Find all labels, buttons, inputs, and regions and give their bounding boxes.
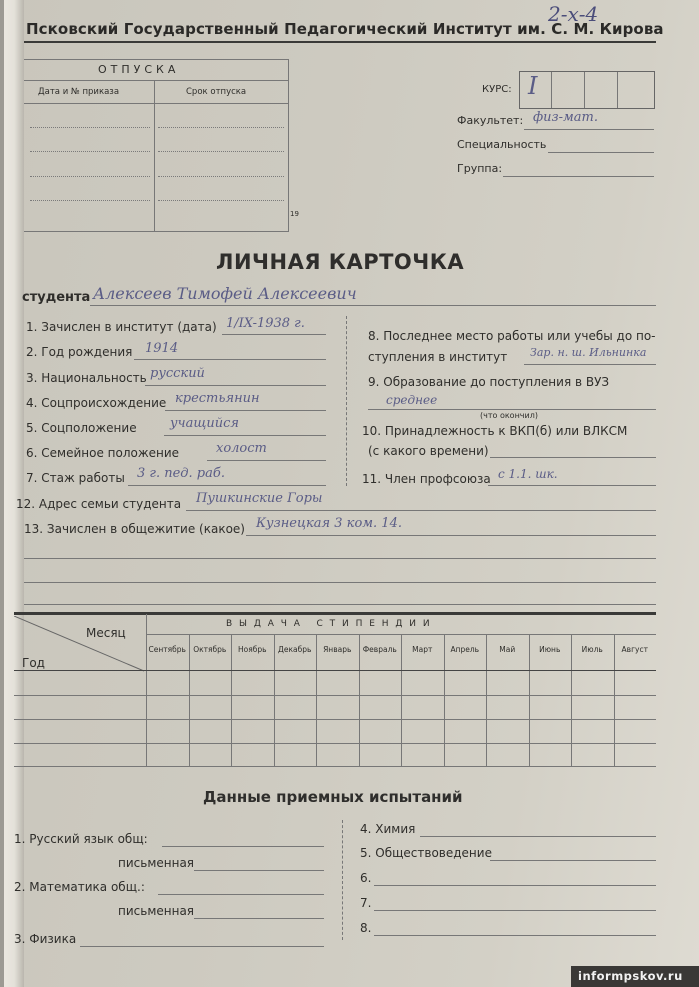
course-label: КУРС: xyxy=(482,84,512,95)
stipend-column-divider xyxy=(359,634,360,766)
exam-6-label: 6. xyxy=(360,871,372,885)
field-7-label: 7. Стаж работы xyxy=(26,471,125,485)
institute-header: Псковский Государственный Педагогический Институт им. С. М. Кирова xyxy=(26,20,664,38)
field-5-label: 5. Соцположение xyxy=(26,421,137,435)
specialty-label: Специальность xyxy=(457,138,547,151)
field-5-value: учащийся xyxy=(170,416,240,431)
exam-math-written-label: письменная xyxy=(118,904,195,918)
address-value: Пушкинские Горы xyxy=(196,491,323,506)
binding-edge xyxy=(0,0,4,987)
stipend-top-rule xyxy=(14,612,656,615)
stipend-month-9: Май xyxy=(499,645,516,654)
field-8-label-line2: ступления в институт xyxy=(368,350,508,364)
stipend-month-12: Август xyxy=(621,645,648,654)
field-4-label: 4. Соцпроисхождение xyxy=(26,396,167,410)
header-rule xyxy=(24,41,656,43)
field-9-label: 9. Образование до поступления в ВУЗ xyxy=(368,375,610,389)
stipend-month-2: Октябрь xyxy=(193,645,227,654)
stipend-month-8: Апрель xyxy=(450,645,480,654)
field-1-label: 1. Зачислен в институт (дата) xyxy=(26,320,217,334)
watermark-text: informpskov.ru xyxy=(578,969,683,983)
student-label: студента xyxy=(22,290,91,305)
field-9-note: (что окончил) xyxy=(480,411,538,420)
dorm-value: Кузнецкая 3 ком. 14. xyxy=(256,516,402,531)
leave-year-mark: 19 xyxy=(290,210,299,218)
field-1-value: 1/IX-1938 г. xyxy=(226,316,305,331)
stipend-column-divider xyxy=(444,634,445,766)
group-label: Группа: xyxy=(457,162,503,175)
address-label: 12. Адрес семьи студента xyxy=(16,497,182,511)
exam-russian-label: 1. Русский язык общ: xyxy=(14,832,148,846)
exams-separator xyxy=(342,820,343,940)
stipend-diagonal xyxy=(14,616,146,672)
stipend-month-5: Январь xyxy=(323,645,352,654)
stipend-month-label: Месяц xyxy=(86,626,126,640)
stipend-month-6: Февраль xyxy=(362,645,397,654)
exam-math-label: 2. Математика общ.: xyxy=(14,880,145,894)
exam-physics-label: 3. Физика xyxy=(14,932,77,946)
stipend-month-11: Июль xyxy=(581,645,603,654)
faculty-value: физ-мат. xyxy=(533,110,599,125)
exam-chemistry-label: 4. Химия xyxy=(360,822,416,836)
field-3-value: русский xyxy=(150,366,205,381)
exam-russian-written-label: письменная xyxy=(118,856,195,870)
stipend-month-10: Июнь xyxy=(539,645,561,654)
stipend-column-divider xyxy=(189,634,190,766)
leave-col-term: Срок отпуска xyxy=(186,87,247,97)
field-11-value: с 1.1. шк. xyxy=(498,467,558,481)
field-6-value: холост xyxy=(216,441,267,456)
field-9-value: среднее xyxy=(386,393,438,407)
faculty-label: Факультет: xyxy=(457,114,524,127)
field-7-value: 3 г. пед. раб. xyxy=(137,466,225,481)
stipend-column-divider xyxy=(486,634,487,766)
exam-social-label: 5. Обществоведение xyxy=(360,846,492,860)
stipend-column-divider xyxy=(401,634,402,766)
stipend-column-divider xyxy=(614,634,615,766)
student-name: Алексеев Тимофей Алексеевич xyxy=(93,284,357,303)
stipend-title: В Ы Д А Ч А С Т И П Е Н Д И И xyxy=(226,619,432,629)
stipend-column-divider xyxy=(529,634,530,766)
stipend-month-7: Март xyxy=(412,645,433,654)
exam-7-label: 7. xyxy=(360,896,372,910)
stipend-year-label: Год xyxy=(22,656,45,670)
stipend-column-divider xyxy=(274,634,275,766)
stipend-column-divider xyxy=(231,634,232,766)
exam-8-label: 8. xyxy=(360,921,372,935)
stipend-month-3: Ноябрь xyxy=(237,645,267,654)
stipend-column-divider xyxy=(316,634,317,766)
field-3-label: 3. Национальность xyxy=(26,371,147,385)
card-title: ЛИЧНАЯ КАРТОЧКА xyxy=(216,250,465,274)
course-value: I xyxy=(528,72,538,100)
stipend-month-4: Декабрь xyxy=(278,645,312,654)
field-4-value: крестьянин xyxy=(175,391,260,406)
stipend-month-1: Сентябрь xyxy=(148,645,186,654)
field-8-label-line1: 8. Последнее место работы или учебы до по- xyxy=(368,329,656,343)
field-2-value: 1914 xyxy=(145,341,179,356)
fields-separator xyxy=(346,316,347,486)
stipend-column-divider xyxy=(571,634,572,766)
field-6-label: 6. Семейное положение xyxy=(26,446,180,460)
leave-title: ОТПУСКА xyxy=(98,63,180,76)
field-8-value: Зар. н. ш. Ильнинка xyxy=(530,346,647,359)
field-11-label: 11. Член профсоюза xyxy=(362,472,491,486)
field-10-label-line2: (с какого времени) xyxy=(368,444,489,458)
field-2-label: 2. Год рождения xyxy=(26,345,133,359)
leave-col-date: Дата и № приказа xyxy=(38,87,120,97)
corner-note: 2-х-4 xyxy=(548,2,599,26)
dorm-label: 13. Зачислен в общежитие (какое) xyxy=(24,522,245,536)
exams-title: Данные приемных испытаний xyxy=(203,788,463,806)
field-10-label-line1: 10. Принадлежность к ВКП(б) или ВЛКСМ xyxy=(362,424,628,438)
